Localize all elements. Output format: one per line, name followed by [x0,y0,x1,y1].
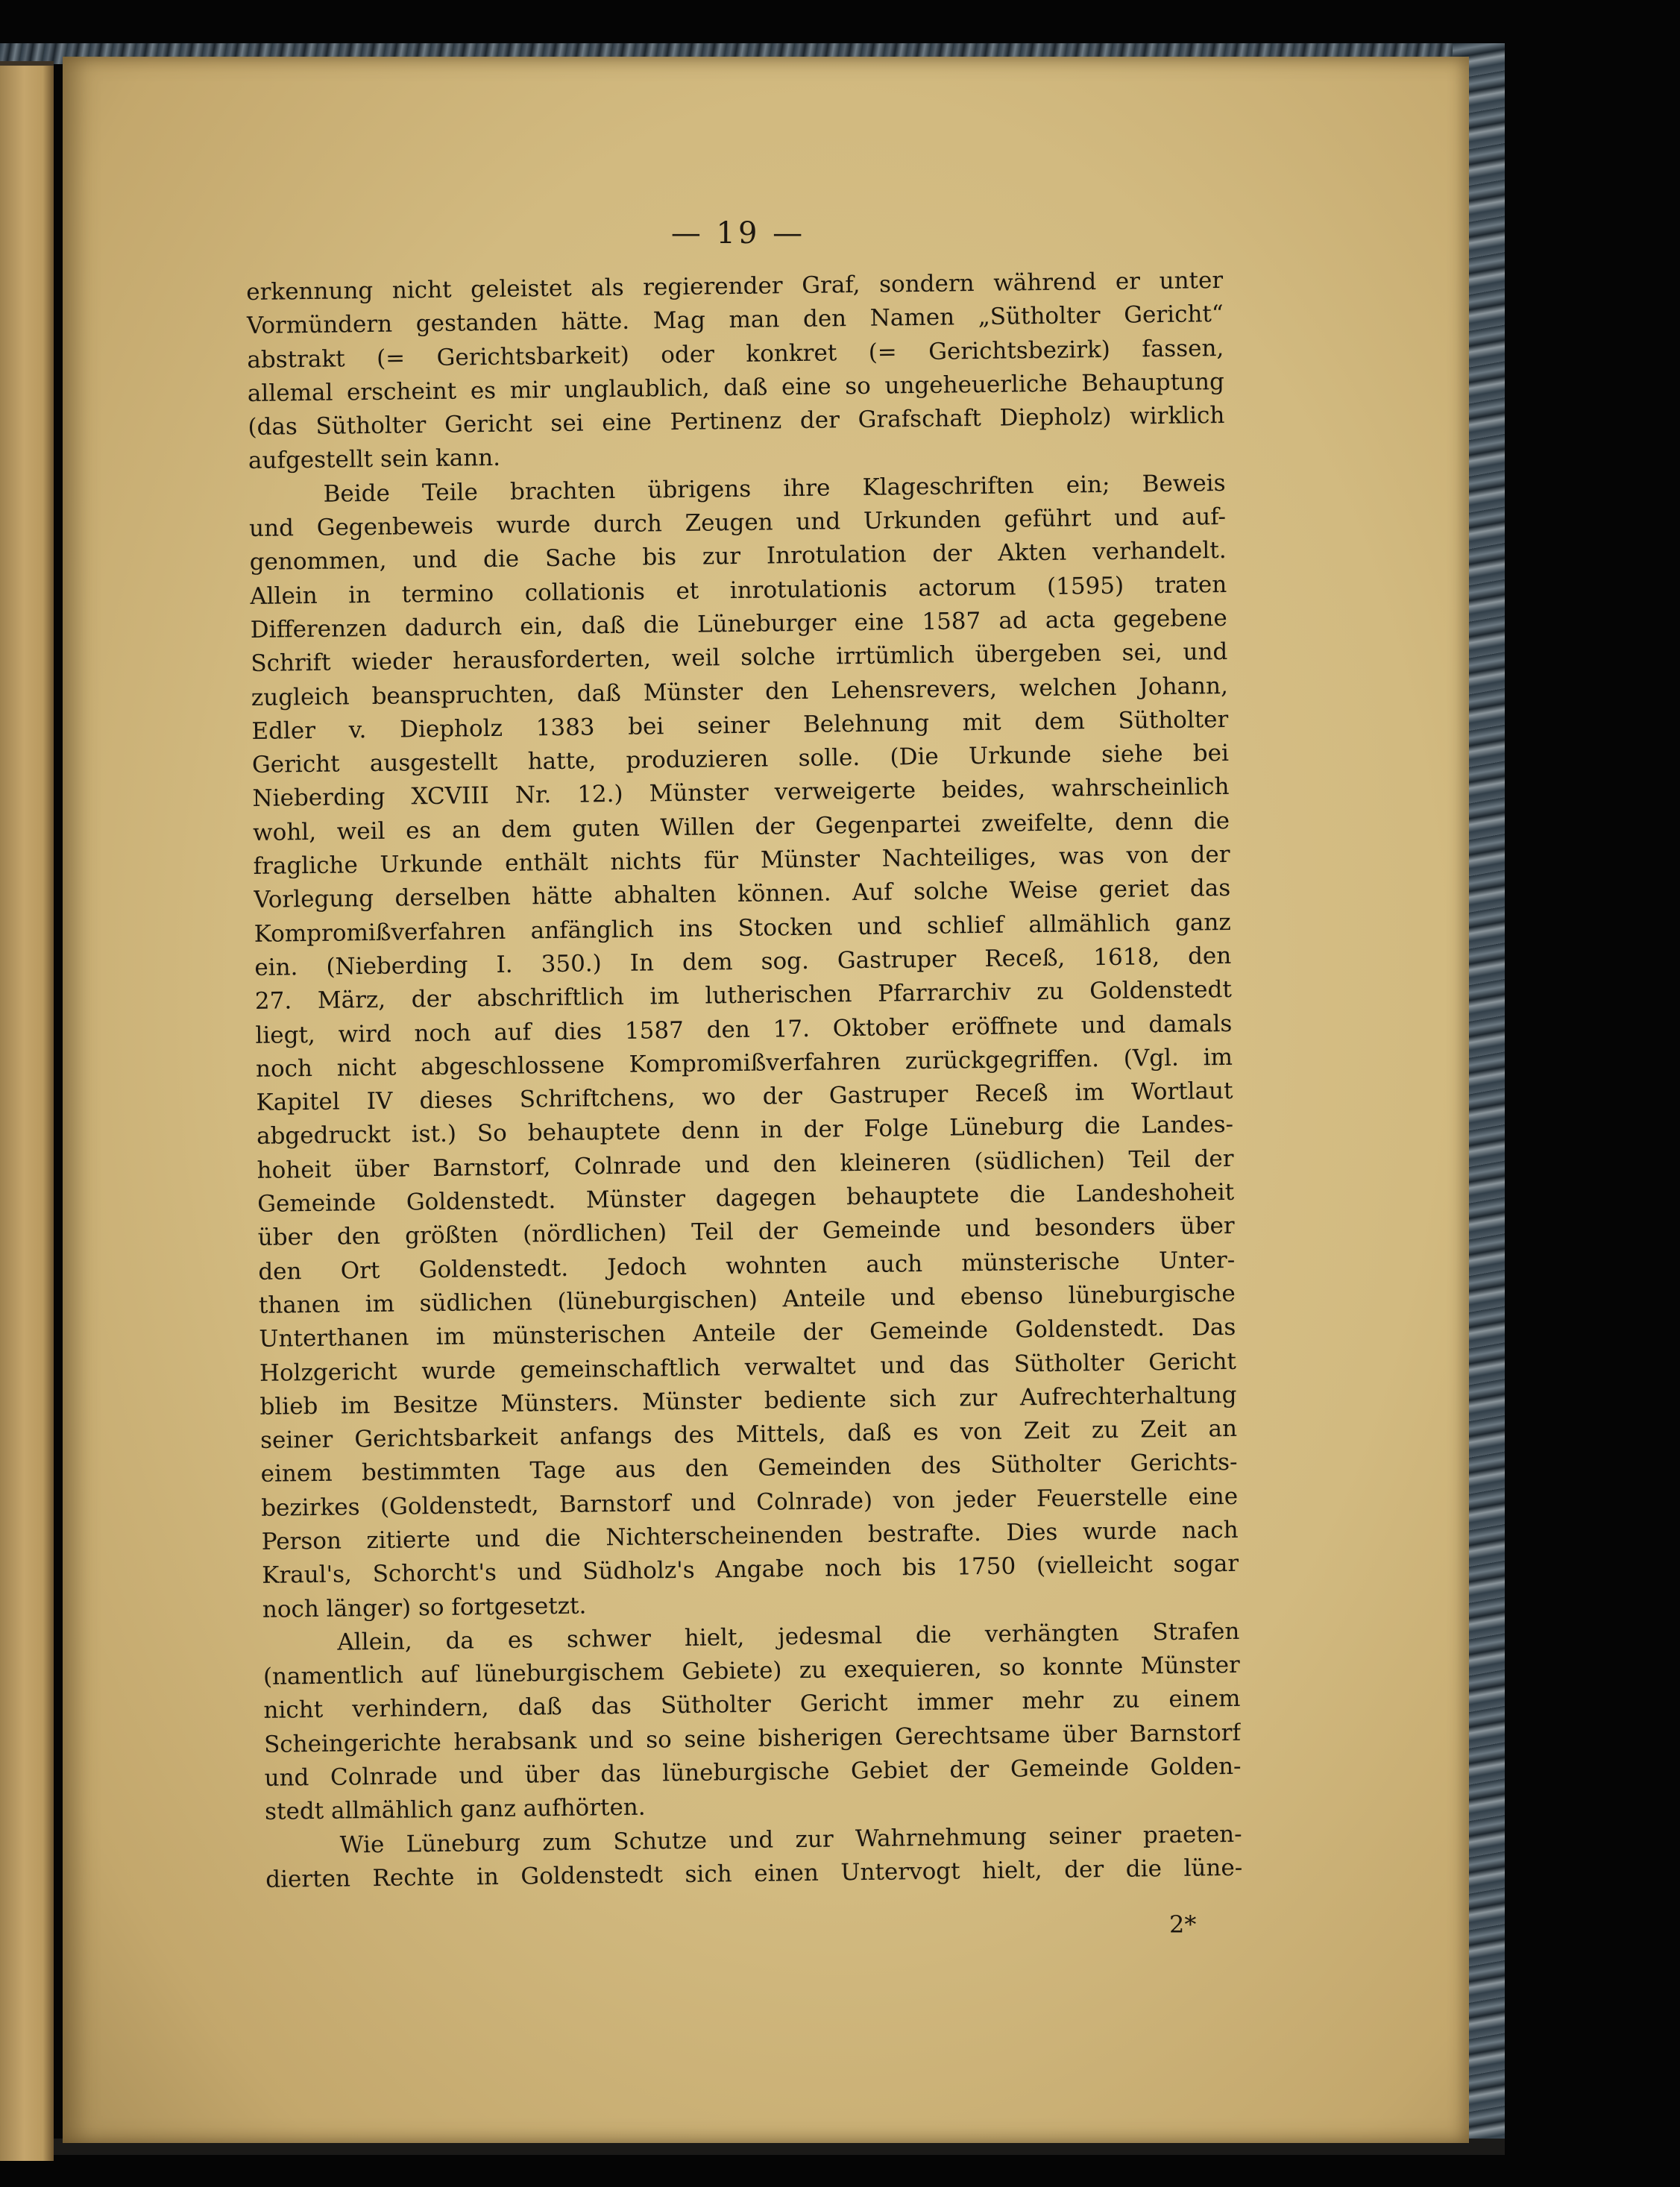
text-line: Vormündern gestanden hätte. Mag man den Namen „Sütholter Gericht“ [246,300,1224,340]
text-line: noch nicht abgeschlossene Kompromißverfahren zurückgegriffen. (Vgl. im [255,1043,1233,1083]
text-line: Schrift wieder herausforderten, weil solche irrtümlich übergeben sei, und [251,638,1228,678]
text-line: seiner Gerichtsbarkeit anfangs des Mittels, daß es von Zeit zu Zeit an [259,1415,1238,1454]
text-line: zugleich beanspruchten, daß Münster den Lehensrevers, welchen Johann, [251,672,1229,711]
text-line: Person zitierte und die Nichterscheinenden bestrafte. Dies wurde nach [261,1516,1239,1555]
text-line: Scheingerichte herabsank und so seine bisherigen Gerechtsame über Barnstorf [263,1719,1242,1758]
text-line: Gemeinde Goldenstedt. Münster dagegen behauptete die Landeshoheit [257,1178,1235,1218]
text-line: Wie Lüneburg zum Schutze und zur Wahrnehmung seiner praeten- [339,1820,1242,1859]
text-line: den Ort Goldenstedt. Jedoch wohnten auch münsterische Unter- [258,1246,1236,1286]
text-line: Kraul's, Schorcht's und Südholz's Angabe noch bis 1750 (vielleicht sogar [262,1550,1239,1590]
page-body-text [246,264,1242,1897]
text-line: 27. März, der abschriftlich im lutherischen Pfarrarchiv zu Goldenstedt [254,976,1233,1016]
text-line: bezirkes (Goldenstedt, Barnstorf und Colnrade) von jeder Feuerstelle eine [260,1482,1239,1522]
text-line: Nieberding XCVIII Nr. 12.) Münster verweigerte beides, wahrscheinlich [252,773,1230,813]
text-line: hoheit über Barnstorf, Colnrade und den kleineren (südlichen) Teil der [257,1145,1234,1184]
text-line: liegt, wird noch auf dies 1587 den 17. Oktober eröffnete und damals [255,1010,1233,1049]
text-line: dierten Rechte in Goldenstedt sich einen Untervogt hielt, der die lüne- [265,1854,1243,1893]
text-line: Kompromißverfahren anfänglich ins Stocken und schlief allmählich ganz [254,908,1231,948]
text-line: und Colnrade und über das lüneburgische Gebiet der Gemeinde Golden- [264,1752,1242,1792]
text-line: fragliche Urkunde enthält nichts für Münster Nachteiliges, was von der [253,840,1230,880]
text-line: abstrakt (= Gerichtsbarkeit) oder konkret (= Gerichtsbezirk) fassen, [247,334,1224,374]
text-line: erkennung nicht geleistet als regierender Graf, sondern während er unter [246,266,1224,306]
text-line: einem bestimmten Tage aus den Gemeinden des Sütholter Gerichts- [260,1449,1238,1488]
page-number: — 19 — [670,216,806,251]
text-line: genommen, und die Sache bis zur Inrotulation der Akten verhandelt. [249,537,1227,576]
text-line: stedt allmählich ganz aufhörten. [264,1793,646,1826]
text-line: Holzgericht wurde gemeinschaftlich verwaltet und das Sütholter Gericht [259,1347,1237,1387]
text-line: wohl, weil es an dem guten Willen der Gegenpartei zweifelte, denn die [252,807,1230,846]
text-line: Vorlegung derselben hätte abhalten können. Auf solche Weise geriet das [254,875,1231,914]
text-line: (das Sütholter Gericht sei eine Pertinenz der Grafschaft Diepholz) wirklich [248,402,1225,441]
text-line: Allein in termino collationis et inrotulationis actorum (1595) traten [250,570,1227,610]
text-line: noch länger) so fortgesetzt. [262,1592,587,1623]
text-line: abgedruckt ist.) So behauptete denn in der Folge Lüneburg die Landes- [256,1111,1234,1151]
text-line: allemal erscheint es mir unglaublich, daß eine so ungeheuerliche Behauptung [247,368,1225,407]
text-line: Differenzen dadurch ein, daß die Lüneburger eine 1587 ad acta gegebene [250,604,1227,643]
text-line: thanen im südlichen (lüneburgischen) Anteile und ebenso lüneburgische [258,1280,1236,1319]
text-line: (namentlich auf lüneburgischem Gebiete) zu exequieren, so konnte Münster [262,1652,1241,1691]
text-line: aufgestellt sein kann. [248,444,501,475]
text-line: Unterthanen im münsterischen Anteile der Gemeinde Goldenstedt. Das [259,1314,1236,1353]
text-line: Allein, da es schwer hielt, jedesmal die verhängten Strafen [337,1617,1240,1656]
previous-page-edge [0,61,54,2161]
text-line: nicht verhindern, daß das Sütholter Gericht immer mehr zu einem [263,1685,1241,1725]
text-line: über den größten (nördlichen) Teil der Gemeinde und besonders über [257,1212,1235,1252]
text-line: blieb im Besitze Münsters. Münster bediente sich zur Aufrechterhaltung [259,1381,1237,1420]
text-line: Kapitel IV dieses Schriftchens, wo der Gastruper Receß im Wortlaut [256,1077,1233,1117]
text-line: und Gegenbeweis wurde durch Zeugen und Urkunden geführt und auf- [248,503,1227,543]
text-line: ein. (Nieberding I. 350.) In dem sog. Gastruper Receß, 1618, den [254,942,1232,981]
text-line: Gericht ausgestellt hatte, produzieren solle. (Die Urkunde siehe bei [251,740,1230,779]
text-line: Edler v. Diepholz 1383 bei seiner Belehnung mit dem Sütholter [251,705,1229,745]
printer-signature-mark: 2* [1169,1910,1197,1939]
text-line: Beide Teile brachten übrigens ihre Klageschriften ein; Beweis [323,469,1226,508]
